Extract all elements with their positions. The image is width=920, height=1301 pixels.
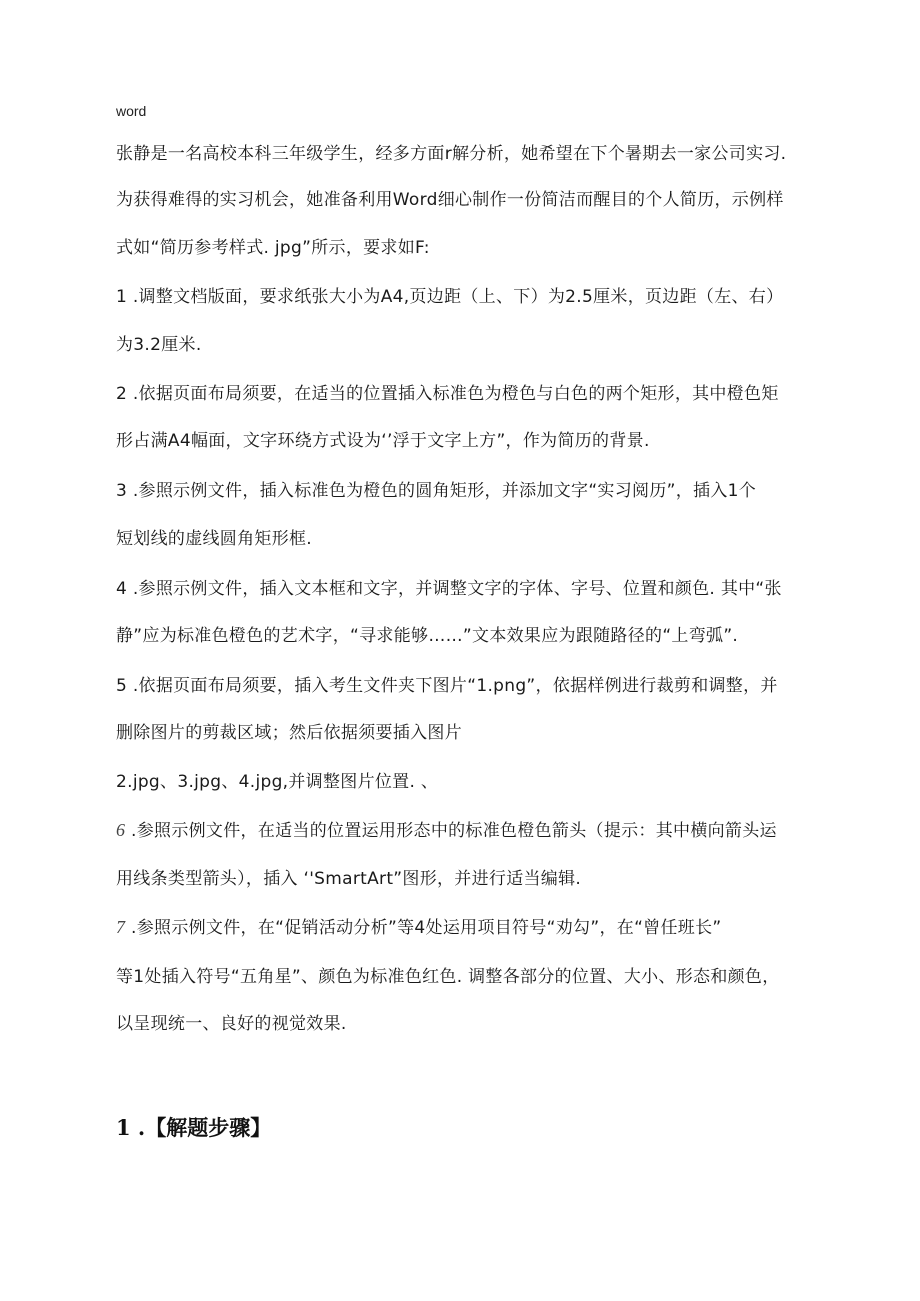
list-item-1-line: 为3.2厘米. xyxy=(116,335,202,355)
paragraph-line: 张静是一名高校本科三年级学生，经多方面r解分析，她希望在下个暑期去一家公司实习. xyxy=(116,144,787,164)
list-item-5-line: 5 .依据页面布局须要，插入考生文件夹下图片“1.png”，依据样例进行裁剪和调整，并 xyxy=(116,676,778,696)
list-item-text: .参照示例文件，在“促销活动分析”等4处运用项目符号“劝勾”，在“曾任班长” xyxy=(125,918,722,938)
list-number: 6 xyxy=(116,820,126,840)
header-label: word xyxy=(116,103,147,119)
list-item-3-line: 3 .参照示例文件，插入标准色为橙色的圆角矩形，并添加文字“实习阅历”，插入1个 xyxy=(116,481,757,501)
list-item-5-line: 删除图片的剪裁区域；然后依据须要插入图片 xyxy=(116,723,462,743)
list-item-4-line: 4 .参照示例文件，插入文本框和文字，并调整文字的字体、字号、位置和颜色. 其中“张 xyxy=(116,579,782,599)
section-title: 1 .【解题步骤】 xyxy=(116,1115,272,1140)
list-item-6-line xyxy=(116,818,777,843)
paragraph-line: 式如“简历参考样式. jpg”所示，要求如F: xyxy=(116,238,430,258)
list-item-7-line: 以呈现统一、良好的视觉效果. xyxy=(116,1014,347,1034)
list-number: 7 xyxy=(116,917,126,937)
list-item-4-line: 静”应为标准色橙色的艺术字，“寻求能够……”文本效果应为跟随路径的“上弯弧”. xyxy=(116,626,739,646)
list-item-7-line xyxy=(116,915,721,940)
list-item-2-line: 2 .依据页面布局须要，在适当的位置插入标准色为橙色与白色的两个矩形，其中橙色矩 xyxy=(116,384,779,404)
paragraph-line: 为获得难得的实习机会，她准备利用Word细心制作一份简洁而醒目的个人简历，示例样 xyxy=(116,190,784,210)
list-item-5-line: 2.jpg、3.jpg、4.jpg,并调整图片位置. 、 xyxy=(116,772,439,792)
list-item-3-line: 短划线的虚线圆角矩形框. xyxy=(116,529,313,549)
list-item-6-line: 用线条类型箭头），插入 ‘'SmartArt”图形，并进行适当编辑. xyxy=(116,869,582,889)
list-item-2-line: 形占满A4幅面，文字环绕方式设为‘’浮于文字上方”，作为简历的背景. xyxy=(116,431,650,451)
list-item-text: .参照示例文件，在适当的位置运用形态中的标准色橙色箭头（提示：其中横向箭头运 xyxy=(125,821,777,841)
list-item-1-line: 1 .调整文档版面，要求纸张大小为A4,页边距（上、下）为2.5厘米，页边距（左、右） xyxy=(116,287,784,307)
list-item-7-line: 等1处插入符号“五角星”、颜色为标准色红色. 调整各部分的位置、大小、形态和颜色， xyxy=(116,967,780,987)
